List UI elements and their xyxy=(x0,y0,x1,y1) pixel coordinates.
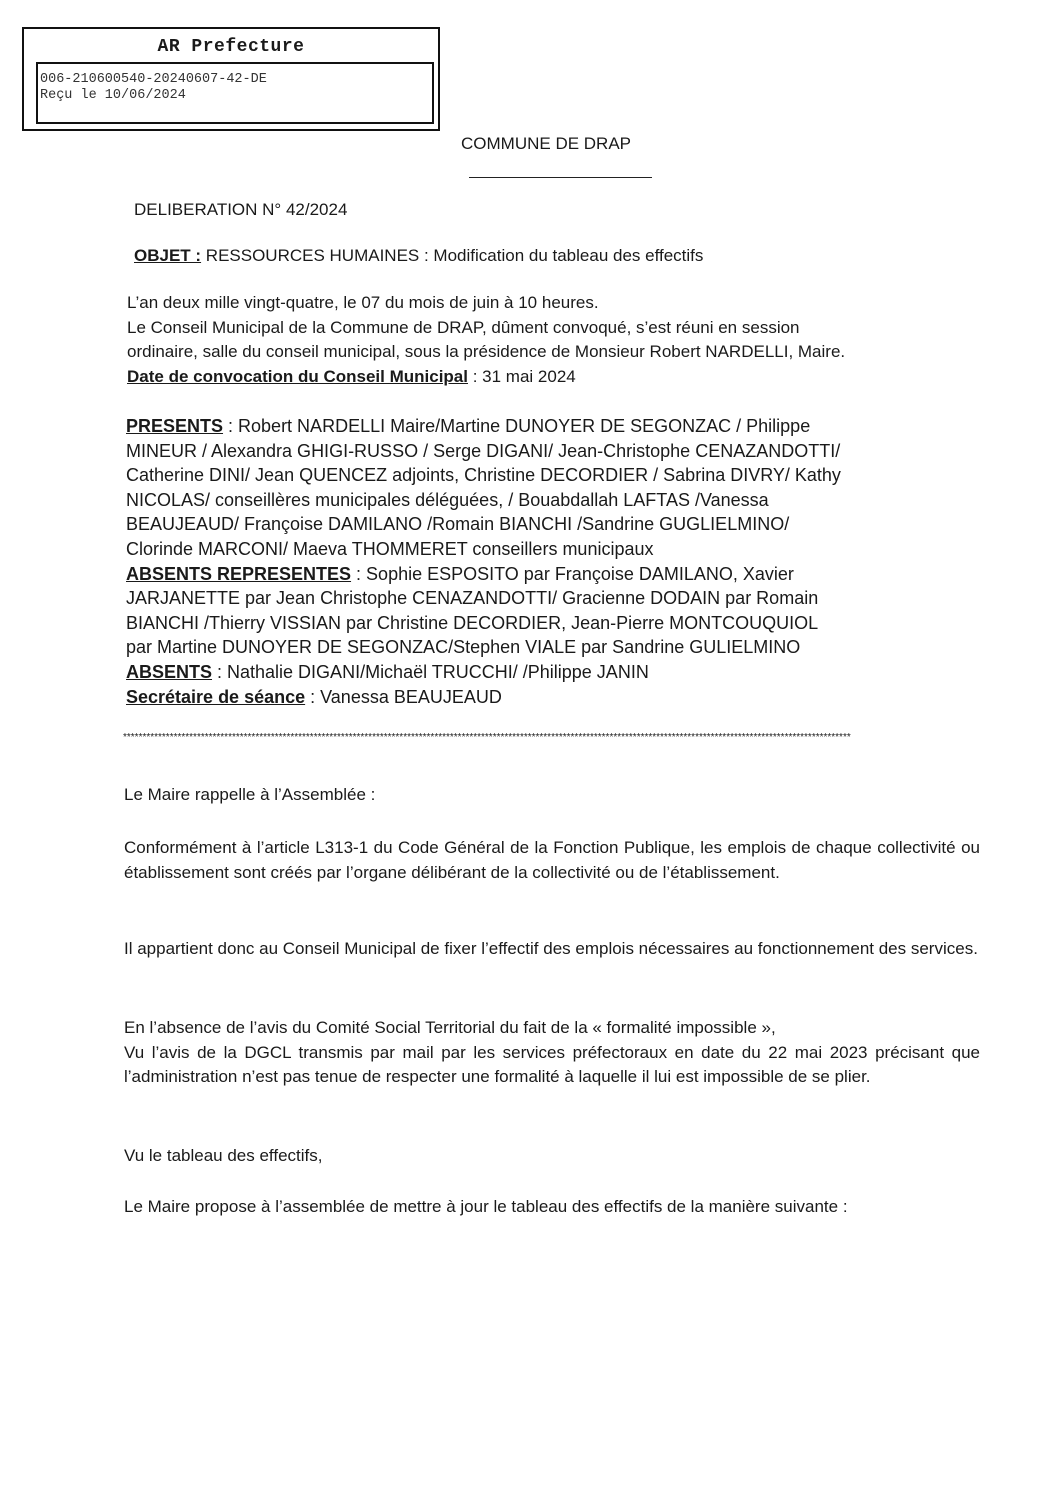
session-line-2: Le Conseil Municipal de la Commune de DRAP, dûment convoqué, s’est réuni en session xyxy=(127,317,800,337)
convocation-value: : 31 mai 2024 xyxy=(468,366,576,386)
secretary-label: Secrétaire de séance xyxy=(126,686,306,707)
council-paragraph: Il appartient donc au Conseil Municipal de fixer l’effectif des emplois nécessaires au fonctionnement des services. xyxy=(124,939,978,958)
commune-title: COMMUNE DE DRAP xyxy=(461,134,632,153)
dgcl-paragraph: Vu l’avis de la DGCL transmis par mail par les services préfectoraux en date du 22 mai 2023 précisant que l’administration n’est pas tenue de respecter une formalité à laquelle il lui est impossible de se plier. xyxy=(124,1042,980,1086)
committee-paragraph xyxy=(124,1016,980,1090)
asterisk-separator: ******************************************************************************************************************************************************************************************* xyxy=(123,732,851,743)
absents-line xyxy=(126,660,986,685)
header-divider xyxy=(469,177,652,178)
prefecture-stamp xyxy=(22,27,440,131)
presents-line-1 xyxy=(126,414,986,439)
mayor-intro: Le Maire rappelle à l’Assemblée : xyxy=(124,785,376,804)
mayor-proposal: Le Maire propose à l’assemblée de mettre à jour le tableau des effectifs de la manière suivante : xyxy=(124,1197,848,1216)
session-date-line: L’an deux mille vingt-quatre, le 07 du mois de juin à 10 heures. xyxy=(127,293,599,312)
presents-line-5: BEAUJEAUD/ Françoise DAMILANO /Romain BIANCHI /Sandrine GUGLIELMINO/ xyxy=(126,514,790,535)
represented-text: : Sophie ESPOSITO par Françoise DAMILANO, Xavier xyxy=(351,563,794,584)
represented-label: ABSENTS REPRESENTES xyxy=(126,563,352,584)
convocation-label: Date de convocation du Conseil Municipal xyxy=(127,366,468,386)
stamp-reference: 006-210600540-20240607-42-DE xyxy=(40,72,267,87)
subject-label: OBJET : xyxy=(134,246,202,265)
represented-line-4: par Martine DUNOYER DE SEGONZAC/Stephen VIALE par Sandrine GULIELMINO xyxy=(126,637,801,658)
represented-line-3: BIANCHI /Thierry VISSIAN par Christine DECORDIER, Jean-Pierre MONTCOUQUIOL xyxy=(126,612,819,633)
article-paragraph: Conformément à l’article L313-1 du Code Général de la Fonction Publique, les emplois de chaque collectivité ou établissement sont créés par l’organe délibérant de la collectivité ou de l’établissement. xyxy=(124,838,980,882)
presents-line-4: NICOLAS/ conseillères municipales déléguées, / Bouabdallah LAFTAS /Vanessa xyxy=(126,489,769,510)
presents-label: PRESENTS xyxy=(126,416,224,436)
stamp-details xyxy=(36,62,434,124)
stamp-received-date: Reçu le 10/06/2024 xyxy=(40,88,186,103)
convocation-date xyxy=(127,365,962,390)
stamp-title: AR Prefecture xyxy=(157,37,305,57)
presents-line-3: Catherine DINI/ Jean QUENCEZ adjoints, Christine DECORDIER / Sabrina DIVRY/ Kathy xyxy=(126,465,841,486)
staffing-table-reference: Vu le tableau des effectifs, xyxy=(124,1146,323,1165)
represented-line-2: JARJANETTE par Jean Christophe CENAZANDOTTI/ Gracienne DODAIN par Romain xyxy=(126,588,819,609)
presents-line-6: Clorinde MARCONI/ Maeva THOMMERET conseillers municipaux xyxy=(126,538,654,559)
attendance-list xyxy=(126,414,986,709)
committee-line: En l’absence de l’avis du Comité Social Territorial du fait de la « formalité impossible », xyxy=(124,1018,776,1037)
subject-text: RESSOURCES HUMAINES : Modification du tableau des effectifs xyxy=(201,246,704,265)
secretary-value: : Vanessa BEAUJEAUD xyxy=(305,686,502,707)
absents-value: : Nathalie DIGANI/Michaël TRUCCHI/ /Philippe JANIN xyxy=(212,661,649,682)
session-info xyxy=(127,291,962,389)
session-line-3: ordinaire, salle du conseil municipal, sous la présidence de Monsieur Robert NARDELLI, Maire. xyxy=(127,342,846,361)
presents-text: : Robert NARDELLI Maire/Martine DUNOYER DE SEGONZAC / Philippe xyxy=(223,416,811,436)
absents-label: ABSENTS xyxy=(126,661,213,682)
deliberation-number: DELIBERATION N° 42/2024 xyxy=(134,200,348,219)
presents-line-2: MINEUR / Alexandra GHIGI-RUSSO / Serge DIGANI/ Jean-Christophe CENAZANDOTTI/ xyxy=(126,440,841,461)
represented-line-1 xyxy=(126,562,986,587)
deliberation-subject xyxy=(134,246,703,266)
secretary-line xyxy=(126,685,986,710)
